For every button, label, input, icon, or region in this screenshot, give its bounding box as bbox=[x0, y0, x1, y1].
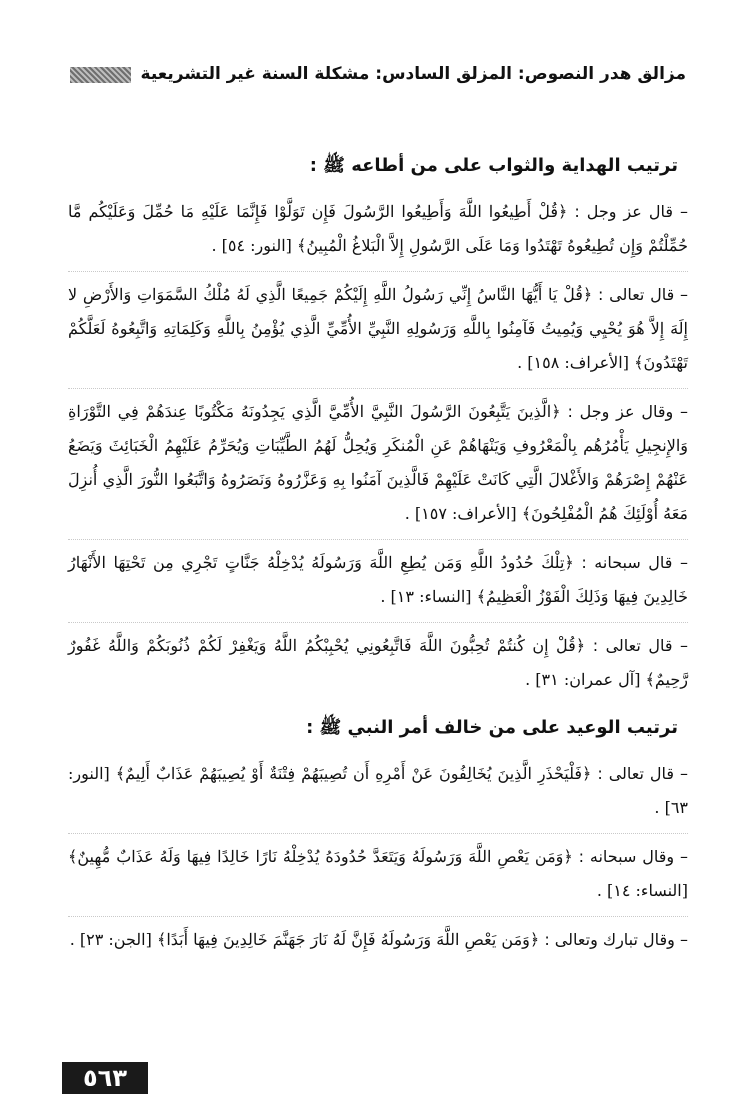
divider bbox=[68, 916, 688, 917]
quran-verse: ﴿وَمَن يَعْصِ اللَّهَ وَرَسُولَهُ وَيَتَعَدَّ حُدُودَهُ يُدْخِلْهُ نَارًا خَالِدًا فِيهَا وَلَهُ عَذَابٌ مُّهِينٌ﴾ bbox=[68, 847, 573, 866]
paragraph bbox=[68, 923, 688, 957]
divider bbox=[68, 539, 688, 540]
paragraph-lead: – وقال تبارك وتعالى : bbox=[544, 930, 688, 949]
paragraph-lead: – وقال عز وجل : bbox=[567, 402, 689, 421]
verse-reference: [آل عمران: ٣١] . bbox=[525, 670, 641, 689]
paragraph bbox=[68, 629, 688, 697]
paragraph bbox=[68, 546, 688, 614]
verse-reference: [الأعراف: ١٥٧] . bbox=[404, 504, 517, 523]
quran-verse: ﴿فَلْيَحْذَرِ الَّذِينَ يُخَالِفُونَ عَنْ أَمْرِهِ أَن تُصِيبَهُمْ فِتْنَةٌ أَوْ يُصِيبَهُمْ عَذَابٌ أَلِيمٌ﴾ bbox=[115, 764, 592, 783]
divider bbox=[68, 622, 688, 623]
paragraph bbox=[68, 195, 688, 263]
paragraph bbox=[68, 278, 688, 380]
paragraph bbox=[68, 757, 688, 825]
quran-verse: ﴿وَمَن يَعْصِ اللَّهَ وَرَسُولَهُ فَإِنَّ لَهُ نَارَ جَهَنَّمَ خَالِدِينَ فِيهَا أَبَدًا﴾ bbox=[156, 930, 540, 949]
paragraph-lead: – قال تعالى : bbox=[597, 764, 688, 783]
section-heading-guidance: ترتيب الهداية والثواب على من أطاعه ﷺ : bbox=[309, 155, 678, 176]
divider bbox=[68, 833, 688, 834]
quran-verse: ﴿قُلْ إِن كُنتُمْ تُحِبُّونَ اللَّهَ فَاتَّبِعُونِي يُحْبِبْكُمُ اللَّهُ وَيَغْفِرْ لَكُمْ ذُنُوبَكُمْ وَاللَّهُ غَفُورٌ رَّحِيمٌ﴾ bbox=[68, 636, 688, 689]
running-header bbox=[70, 58, 686, 90]
verse-reference: [النور: ٥٤] . bbox=[211, 236, 292, 255]
verse-reference: [النساء: ١٣] . bbox=[380, 587, 472, 606]
paragraph bbox=[68, 840, 688, 908]
divider bbox=[68, 388, 688, 389]
page-body bbox=[68, 135, 688, 965]
paragraph-lead: – قال سبحانه : bbox=[581, 553, 688, 572]
section-heading-warning: ترتيب الوعيد على من خالف أمر النبي ﷺ : bbox=[306, 717, 678, 738]
divider bbox=[68, 271, 688, 272]
paragraph-lead: – قال عز وجل : bbox=[574, 202, 688, 221]
page-number: ٥٦٣ bbox=[62, 1062, 148, 1094]
quran-verse: ﴿قُلْ أَطِيعُوا اللَّهَ وَأَطِيعُوا الرَّسُولَ فَإِن تَوَلَّوْا فَإِنَّمَا عَلَيْهِ مَا حُمِّلَ وَعَلَيْكُم مَّا حُمِّلْتُمْ وَإِن تُطِيعُوهُ تَهْتَدُوا وَمَا عَلَى الرَّسُولِ إِلاَّ الْبَلاغُ الْمُبِينُ﴾ bbox=[68, 202, 688, 255]
verse-reference: [الأعراف: ١٥٨] . bbox=[517, 353, 629, 372]
paragraph-lead: – وقال سبحانه : bbox=[578, 847, 688, 866]
quran-verse: ﴿قُلْ يَا أَيُّهَا النَّاسُ إِنِّي رَسُولُ اللَّهِ إِلَيْكُمْ جَمِيعًا الَّذِي لَهُ مُلْكُ السَّمَوَاتِ وَالأَرْضِ لا إِلَهَ إِلاَّ هُوَ يُحْيِي وَيُمِيتُ فَآمِنُوا بِاللَّهِ وَرَسُولِهِ النَّبِيِّ الأُمِّيِّ الَّذِي يُؤْمِنُ بِاللَّهِ وَكَلِمَاتِهِ وَاتَّبِعُوهُ لَعَلَّكُمْ تَهْتَدُونَ﴾ bbox=[68, 285, 688, 372]
header-decorative-bar bbox=[70, 67, 131, 83]
quran-verse: ﴿الَّذِينَ يَتَّبِعُونَ الرَّسُولَ النَّبِيَّ الأُمِّيَّ الَّذِي يَجِدُونَهُ مَكْتُوبًا عِندَهُمْ فِي التَّوْرَاةِ وَالإِنجِيلِ يَأْمُرُهُم بِالْمَعْرُوفِ وَيَنْهَاهُمْ عَنِ الْمُنكَرِ وَيُحِلُّ لَهُمُ الطَّيِّبَاتِ وَيُحَرِّمُ عَلَيْهِمُ الْخَبَائِثَ وَيَضَعُ عَنْهُمْ إِصْرَهُمْ وَالأَغْلالَ الَّتِي كَانَتْ عَلَيْهِمْ فَالَّذِينَ آمَنُوا بِهِ وَعَزَّرُوهُ وَنَصَرُوهُ وَاتَّبَعُوا النُّورَ الَّذِي أُنزِلَ مَعَهُ أُوْلَئِكَ هُمُ الْمُفْلِحُونَ﴾ bbox=[68, 402, 689, 523]
paragraph-lead: – قال تعالى : bbox=[592, 636, 688, 655]
paragraph-lead: – قال تعالى : bbox=[597, 285, 688, 304]
quran-verse: ﴿تِلْكَ حُدُودُ اللَّهِ وَمَن يُطِعِ اللَّهَ وَرَسُولَهُ يُدْخِلْهُ جَنَّاتٍ تَجْرِي مِن تَحْتِهَا الأَنْهَارُ خَالِدِينَ فِيهَا وَذَلِكَ الْفَوْزُ الْعَظِيمُ﴾ bbox=[68, 553, 688, 606]
verse-reference: [النساء: ١٤] . bbox=[596, 881, 688, 900]
verse-reference: [الجن: ٢٣] . bbox=[69, 930, 152, 949]
paragraph bbox=[68, 395, 688, 531]
header-title: مزالق هدر النصوص: المزلق السادس: مشكلة السنة غير التشريعية bbox=[140, 64, 686, 84]
verse-reference: [النور: ٦٣] . bbox=[68, 764, 688, 817]
